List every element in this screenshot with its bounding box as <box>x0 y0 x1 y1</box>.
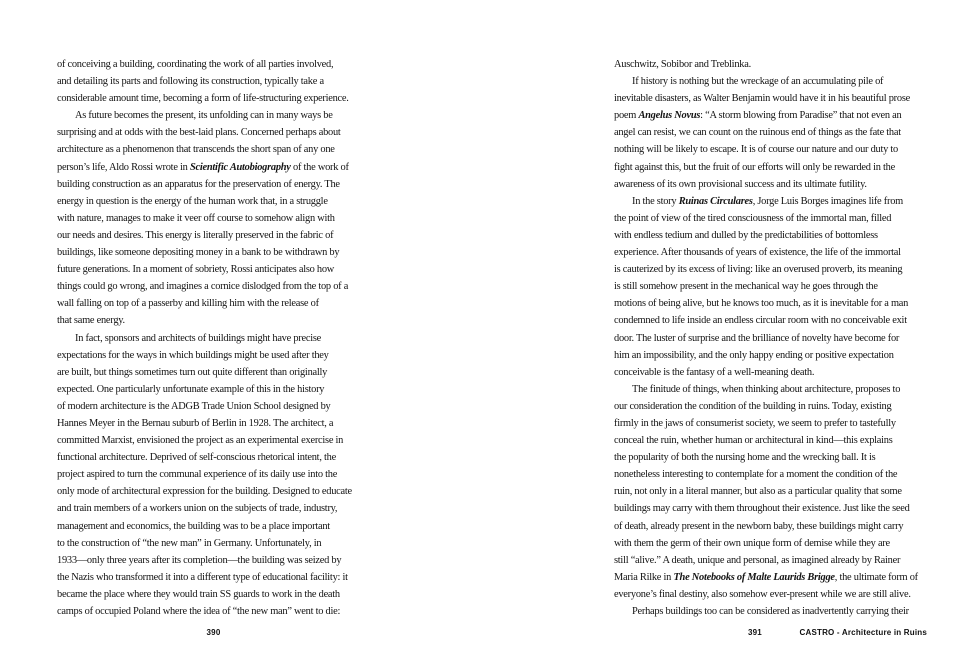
text-run: wall falling on top of a passerby and killing him with the release of <box>57 298 319 310</box>
text-line <box>614 500 930 517</box>
text-run: expected. One particularly unfortunate example of this in the history <box>57 383 325 395</box>
text-line <box>614 107 930 124</box>
text-run: door. The luster of surprise and the brilliance of novelty have become for <box>614 332 900 344</box>
text-run: As future becomes the present, its unfolding can in many ways be <box>75 110 333 122</box>
text-run: camps of occupied Poland where the idea of “the new man” went to die: <box>57 606 341 617</box>
text-line <box>57 176 373 193</box>
text-line <box>614 210 930 227</box>
text-line <box>57 330 373 347</box>
text-run: Hannes Meyer in the Bernau suburb of Berlin in 1928. The architect, a <box>57 417 334 429</box>
text-line <box>57 603 373 620</box>
text-run: architecture as a phenomenon that transcends the short span of any one <box>57 144 335 156</box>
text-run: the Nazis who transformed it into a different type of educational facility: it <box>57 571 348 583</box>
text-line <box>614 569 930 586</box>
text-run: are built, but things sometimes turn out quite different than originally <box>57 366 328 378</box>
text-run: with endless tedium and dulled by the predictabilities of bottomless <box>614 229 878 241</box>
text-line <box>57 552 373 569</box>
text-run: conceivable is the fantasy of a well-meaning death. <box>614 366 815 378</box>
text-run: buildings, like someone depositing money in a bank to be withdrawn by <box>57 247 340 259</box>
text-run: poem <box>614 110 639 122</box>
text-run: expectations for the ways in which buildings might be used after they <box>57 349 329 361</box>
text-run: nonetheless interesting to contemplate for a moment the condition of the <box>614 469 898 481</box>
text-run: things could go wrong, and imagines a cornice dislodged from the top of a <box>57 281 349 293</box>
text-run: Perhaps buildings too can be considered as inadvertently carrying their <box>632 606 909 617</box>
right-page-lines <box>614 56 930 620</box>
text-run: our needs and desires. This energy is literally preserved in the fabric of <box>57 229 334 241</box>
left-page-lines <box>57 56 373 620</box>
text-line <box>614 398 930 415</box>
text-run: fight against this, but the fruit of our efforts will only be rewarded in the <box>614 161 895 173</box>
text-run: conceal the ruin, whether human or architectural in kind—this explains <box>614 435 893 447</box>
text-run: the point of view of the tired consciousness of the immortal man, filled <box>614 212 892 224</box>
text-run: building construction as an apparatus for the preservation of energy. The <box>57 178 340 190</box>
text-line <box>57 124 373 141</box>
text-line <box>57 107 373 124</box>
text-line <box>614 483 930 500</box>
text-run: If history is nothing but the wreckage of an accumulating pile of <box>632 76 884 88</box>
text-line <box>614 261 930 278</box>
text-line <box>57 364 373 381</box>
text-line <box>57 381 373 398</box>
text-line <box>614 552 930 569</box>
italic-title-run: Ruinas Circulares <box>678 195 753 207</box>
text-line <box>57 244 373 261</box>
text-run: of conceiving a building, coordinating the work of all parties involved, <box>57 59 334 70</box>
text-run: , the ultimate form of <box>834 571 918 583</box>
text-run: future generations. In a moment of sobriety, Rossi anticipates also how <box>57 264 335 276</box>
text-run: condemned to life inside an endless circular room with no conceivable exit <box>614 315 907 327</box>
text-run: that same energy. <box>57 315 125 327</box>
text-line <box>57 73 373 90</box>
text-run: and train members of a workers union on the subjects of trade, industry, <box>57 503 338 515</box>
text-line <box>614 56 930 73</box>
text-run: 1933—only three years after its completion—the building was seized by <box>57 554 342 566</box>
text-run: of the work of <box>290 161 349 173</box>
text-run: is cauterized by its excess of living: like an overused proverb, its meaning <box>614 264 903 276</box>
text-line <box>57 141 373 158</box>
text-line <box>57 432 373 449</box>
text-run: with nature, manages to make it veer off course to somehow align with <box>57 212 335 224</box>
text-run: Auschwitz, Sobibor and Treblinka. <box>614 59 751 70</box>
text-line <box>614 278 930 295</box>
text-line <box>614 381 930 398</box>
text-line <box>57 193 373 210</box>
left-page-number: 390 <box>206 628 221 637</box>
text-line <box>57 295 373 312</box>
text-line <box>614 312 930 329</box>
text-line <box>57 398 373 415</box>
text-run: energy in question is the energy of the human work that, in a struggle <box>57 195 328 207</box>
text-line <box>614 330 930 347</box>
text-run: to the construction of “the new man” in Germany. Unfortunately, in <box>57 537 322 549</box>
text-run: angel can resist, we can count on the ruinous end of things as the fate that <box>614 127 901 139</box>
text-line <box>614 347 930 364</box>
text-run: only mode of architectural expression for the building. Designed to educate <box>57 486 352 498</box>
text-line <box>614 159 930 176</box>
text-run: our consideration the condition of the building in ruins. Today, existing <box>614 400 892 412</box>
text-run: project aspired to turn the communal experience of its daily use into the <box>57 469 338 481</box>
text-line <box>614 535 930 552</box>
text-run: firmly in the jaws of consumerist society, we seem to prefer to tastefully <box>614 417 896 429</box>
text-run: functional architecture. Deprived of self-conscious rhetorical intent, the <box>57 452 336 464</box>
running-footer: CASTRO - Architecture in Ruins <box>799 628 927 637</box>
text-line <box>57 90 373 107</box>
text-line <box>614 603 930 620</box>
text-line <box>57 483 373 500</box>
text-run: became the place where they would train SS guards to work in the death <box>57 588 340 600</box>
text-line <box>57 56 373 73</box>
text-line <box>614 124 930 141</box>
text-line <box>57 312 373 329</box>
text-line <box>57 415 373 432</box>
text-line <box>57 159 373 176</box>
text-run: committed Marxist, envisioned the project as an experimental exercise in <box>57 435 344 447</box>
text-run: him an impossibility, and the only happy ending or positive expectation <box>614 349 894 361</box>
text-line <box>57 569 373 586</box>
text-line <box>57 261 373 278</box>
text-run: experience. After thousands of years of existence, the life of the immortal <box>614 247 901 259</box>
text-run: of modern architecture is the ADGB Trade Union School designed by <box>57 400 331 412</box>
text-run: considerable amount time, becoming a form of life-structuring experience. <box>57 93 349 105</box>
text-run: Maria Rilke in <box>614 571 674 583</box>
text-run: awareness of its own provisional success and its ultimate futility. <box>614 178 867 190</box>
text-line <box>57 449 373 466</box>
text-line <box>57 210 373 227</box>
text-run: In fact, sponsors and architects of buildings might have precise <box>75 332 322 344</box>
text-run: person’s life, Aldo Rossi wrote in <box>57 161 190 173</box>
text-run: The finitude of things, when thinking about architecture, proposes to <box>632 383 901 395</box>
text-line <box>614 73 930 90</box>
text-line <box>57 518 373 535</box>
text-line <box>614 176 930 193</box>
text-line <box>57 227 373 244</box>
text-line <box>57 535 373 552</box>
text-run: , Jorge Luis Borges imagines life from <box>752 195 903 207</box>
text-line <box>614 141 930 158</box>
text-line <box>57 278 373 295</box>
text-run: with them the germ of their own unique form of demise while they are <box>614 537 890 549</box>
text-run: buildings may carry with them throughout their existence. Just like the seed <box>614 503 910 515</box>
text-run: and detailing its parts and following its construction, typically take a <box>57 76 324 88</box>
text-line <box>614 432 930 449</box>
right-page-number: 391 <box>748 628 762 637</box>
text-line <box>614 449 930 466</box>
text-line <box>57 466 373 483</box>
italic-title-run: Scientific Autobiography <box>189 161 291 173</box>
text-run: ruin, not only in a literal manner, but also as a particular quality that some <box>614 486 902 498</box>
text-run: the popularity of both the nursing home and the wrecking ball. It is <box>614 452 876 464</box>
text-run: is still somehow present in the mechanical way he goes through the <box>614 281 878 293</box>
text-line <box>614 295 930 312</box>
text-line <box>614 466 930 483</box>
text-line <box>614 518 930 535</box>
text-run: management and economics, the building was to be a place important <box>57 520 330 532</box>
text-line <box>57 500 373 517</box>
text-run: nothing will be likely to escape. It is of course our nature and our duty to <box>614 144 898 156</box>
text-line <box>614 244 930 261</box>
text-line <box>57 586 373 603</box>
text-run: motions of being alive, but he knows too much, as it is inevitable for a man <box>614 298 909 310</box>
text-run: of death, already present in the newborn baby, these buildings might carry <box>614 520 904 532</box>
text-line <box>614 90 930 107</box>
text-line <box>57 347 373 364</box>
text-run: surprising and at odds with the best-laid plans. Concerned perhaps about <box>57 127 341 139</box>
text-run: In the story <box>632 195 679 207</box>
italic-title-run: The Notebooks of Malte Laurids Brigge <box>673 571 835 583</box>
text-run: still “alive.” A death, unique and personal, as imagined already by Rainer <box>614 554 901 566</box>
text-line <box>614 227 930 244</box>
text-line <box>614 586 930 603</box>
text-line <box>614 415 930 432</box>
text-run: inevitable disasters, as Walter Benjamin would have it in his beautiful prose <box>614 93 910 105</box>
text-line <box>614 193 930 210</box>
text-run: everyone’s final destiny, also somehow ever-present while we are still alive. <box>614 588 911 600</box>
text-line <box>614 364 930 381</box>
text-run: : “A storm blowing from Paradise” that not even an <box>700 110 902 122</box>
italic-title-run: Angelus Novus <box>638 110 701 122</box>
